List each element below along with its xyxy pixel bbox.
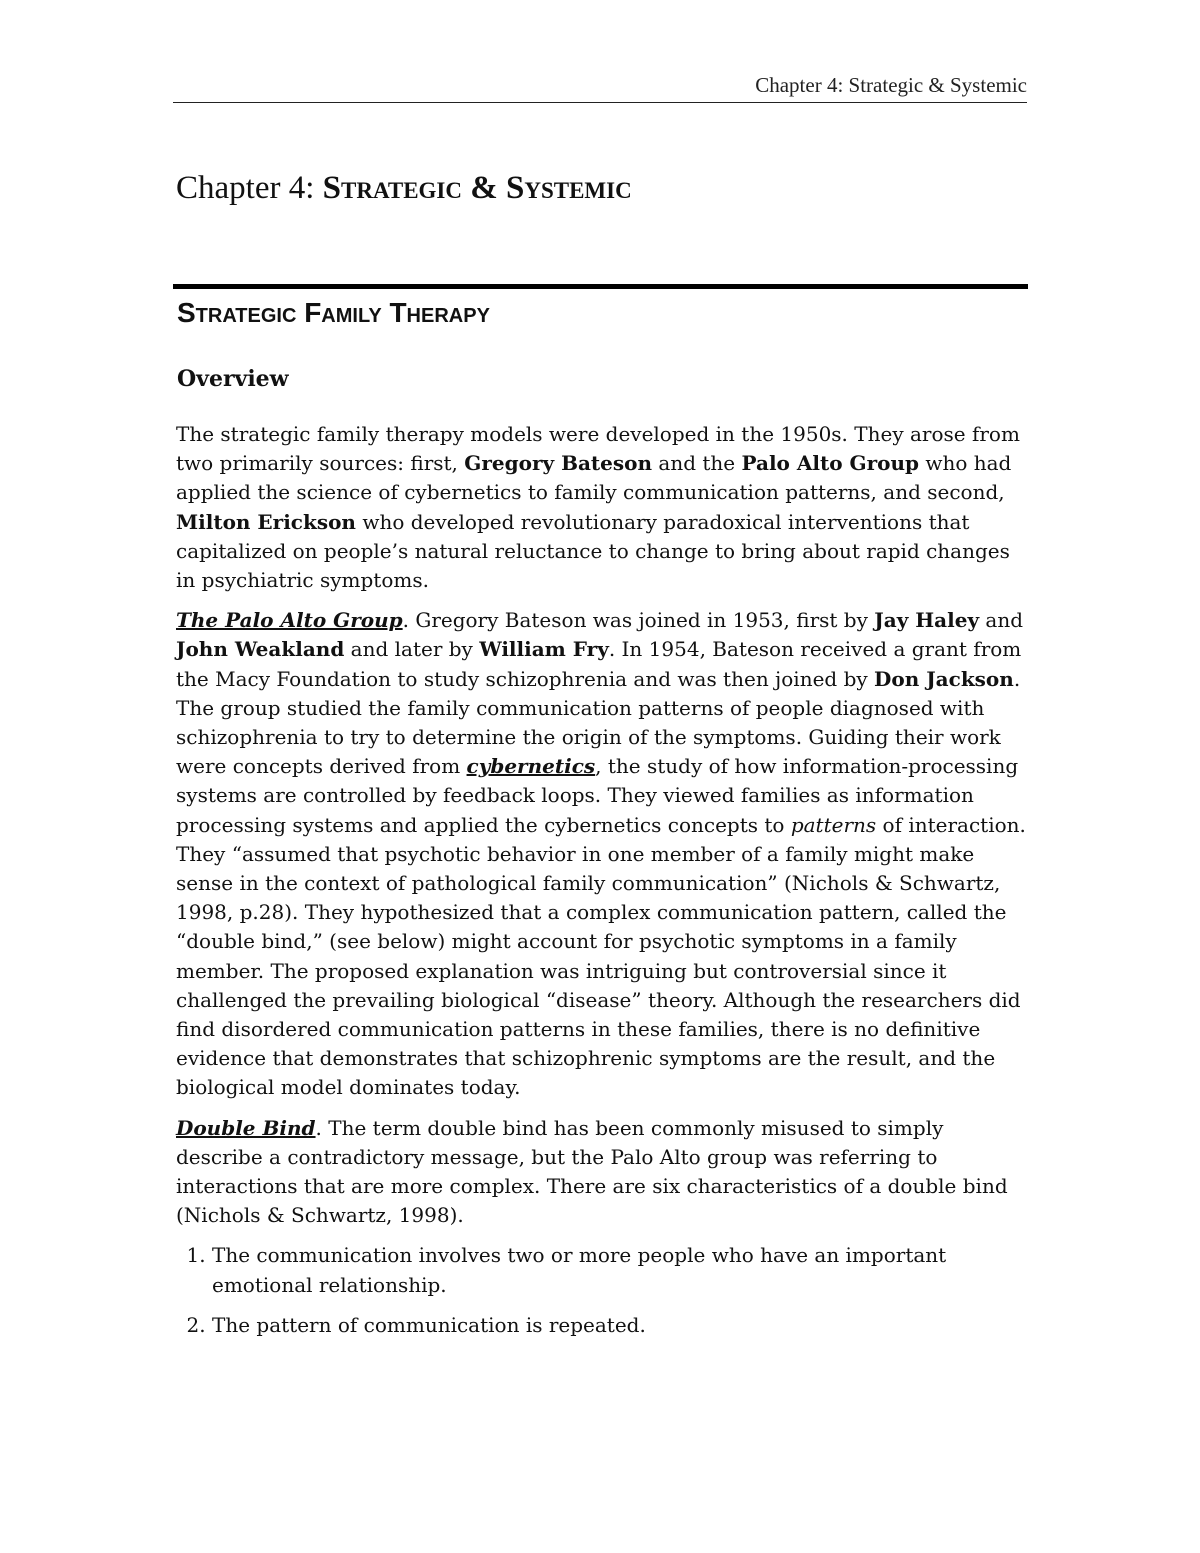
running-header-text: Chapter 4: Strategic & Systemic	[755, 73, 1027, 97]
chapter-prefix: Chapter 4:	[176, 170, 323, 206]
name-jackson: Don Jackson	[874, 666, 1014, 691]
term-double-bind: Double Bind	[176, 1115, 316, 1140]
text-run: and the	[652, 451, 742, 476]
name-weakland: John Weakland	[176, 637, 345, 662]
term-palo-alto-group: The Palo Alto Group	[176, 608, 403, 633]
paragraph-intro	[176, 420, 1028, 595]
chapter-title-amp: &	[461, 170, 506, 206]
double-bind-characteristics-list	[176, 1241, 1028, 1340]
list-item: 2. The pattern of communication is repeated.	[212, 1311, 1028, 1340]
section-divider	[173, 284, 1028, 289]
section-title: Strategic Family Therapy	[177, 297, 490, 328]
name-bateson: Gregory Bateson	[464, 451, 653, 476]
term-cybernetics: cybernetics	[466, 754, 596, 779]
paragraph-double-bind	[176, 1114, 1028, 1231]
name-erickson: Milton Erickson	[176, 509, 356, 534]
paragraph-palo-alto	[176, 606, 1028, 1102]
overview-heading: Overview	[177, 366, 289, 392]
running-header	[173, 70, 1027, 103]
text-run: . The term double bind has been commonly misused to simply describe a contradictory message, but the Palo Alto group was referring to interactions that are more complex. There are six characteristics of a double bind (Nichols & Schwartz, 1998).	[176, 1115, 1008, 1228]
text-run: , the study of how information-processing systems are controlled by feedback loops. They viewed families as information processing systems and applied the cybernetics concepts to	[176, 754, 1019, 837]
text-run: . The group studied the family communication patterns of people diagnosed with schizophrenia to try to determine the origin of the symptoms. Guiding their work were concepts derived from	[176, 666, 1021, 779]
text-run: . In 1954, Bateson received a grant from the Macy Foundation to study schizophrenia and was then joined by	[176, 637, 1022, 691]
text-run: and later by	[344, 637, 480, 662]
text-run: who developed revolutionary paradoxical interventions that capitalized on people’s natural reluctance to change to bring about rapid changes in psychiatric symptoms.	[176, 509, 1010, 593]
chapter-title-systemic: Systemic	[505, 170, 632, 206]
body-text	[176, 420, 1028, 1351]
text-run: The strategic family therapy models were developed in the 1950s. They arose from two primarily sources: first,	[176, 422, 1020, 476]
text-run: of interaction. They “assumed that psychotic behavior in one member of a family might make sense in the context of pathological family communication” (Nichols & Schwartz, 1998, p.28). They hypothesized that a complex communication pattern, called the “double bind,” (see below) might account for psychotic symptoms in a family member. The proposed explanation was intriguing but controversial since it challenged the prevailing biological “disease” theory. Although the researchers did find disordered communication patterns in these families, there is no definitive evidence that demonstrates that schizophrenic symptoms are the result, and the biological model dominates today.	[176, 812, 1026, 1100]
chapter-title	[176, 166, 632, 210]
list-item: 1. The communication involves two or more people who have an important emotional relationship.	[212, 1241, 1028, 1299]
text-run: and	[979, 608, 1024, 633]
name-fry: William Fry	[479, 637, 609, 662]
text-run: who had applied the science of cybernetics to family communication patterns, and second,	[176, 451, 1012, 505]
name-haley: Jay Haley	[874, 608, 980, 633]
name-palo-alto-group: Palo Alto Group	[741, 451, 919, 476]
text-run: . Gregory Bateson was joined in 1953, first by	[402, 608, 875, 633]
chapter-title-strategic: Strategic	[322, 170, 462, 206]
emphasis-patterns: patterns	[790, 812, 877, 837]
